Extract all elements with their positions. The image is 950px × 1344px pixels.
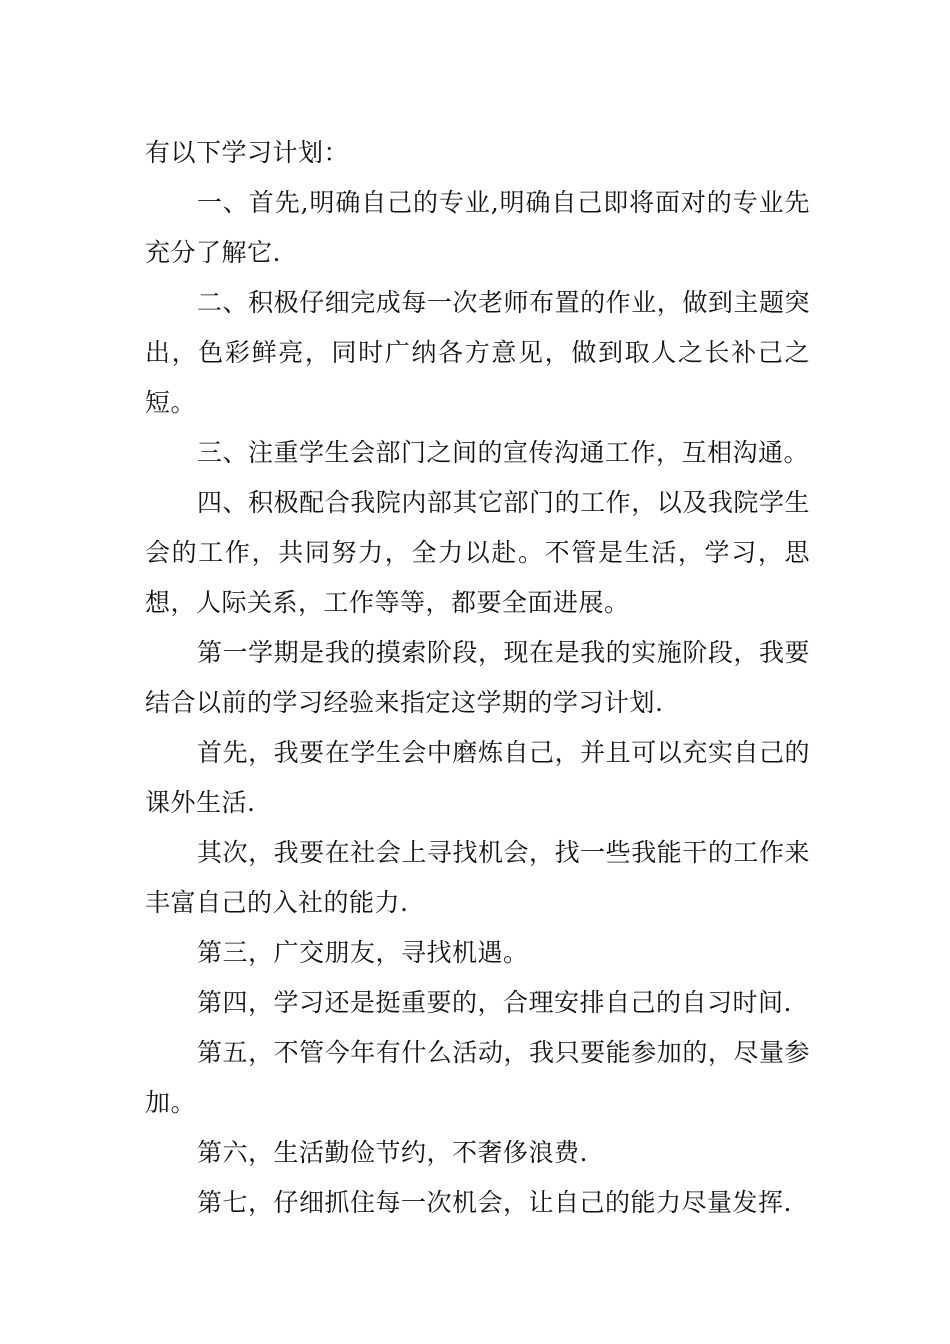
- paragraph-plan-2: 二、积极仔细完成每一次老师布置的作业，做到主题突出，色彩鲜亮，同时广纳各方意见，做到取人之长补己之短。: [145, 288, 810, 417]
- paragraph-sixth: 第六，生活勤俭节约，不奢侈浪费.: [197, 1138, 588, 1167]
- paragraph-plan-4: 四、积极配合我院内部其它部门的工作，以及我院学生会的工作，共同努力，全力以赴。不管是生活，学习，思想，人际关系，工作等等，都要全面进展。: [145, 488, 810, 617]
- paragraph-fifth: 第五，不管今年有什么活动，我只要能参加的，尽量参加。: [145, 1038, 810, 1117]
- paragraph-third: 第三，广交朋友，寻找机遇。: [197, 938, 529, 967]
- document-body: [145, 128, 810, 1228]
- paragraph-seventh: 第七，仔细抓住每一次机会，让自己的能力尽量发挥.: [197, 1188, 792, 1217]
- paragraph-plan-3: 三、注重学生会部门之间的宣传沟通工作，互相沟通。: [197, 438, 810, 467]
- paragraph-fourth: 第四，学习还是挺重要的，合理安排自己的自习时间.: [197, 988, 792, 1017]
- paragraph-semester: 第一学期是我的摸索阶段，现在是我的实施阶段，我要结合以前的学习经验来指定这学期的学习计划.: [145, 638, 810, 717]
- paragraph-intro: 有以下学习计划：: [145, 138, 350, 167]
- paragraph-second: 其次，我要在社会上寻找机会，找一些我能干的工作来丰富自己的入社的能力.: [145, 838, 810, 917]
- paragraph-first: 首先，我要在学生会中磨炼自己，并且可以充实自己的课外生活.: [145, 738, 810, 817]
- paragraph-plan-1: 一、首先,明确自己的专业,明确自己即将面对的专业先充分了解它.: [145, 188, 810, 267]
